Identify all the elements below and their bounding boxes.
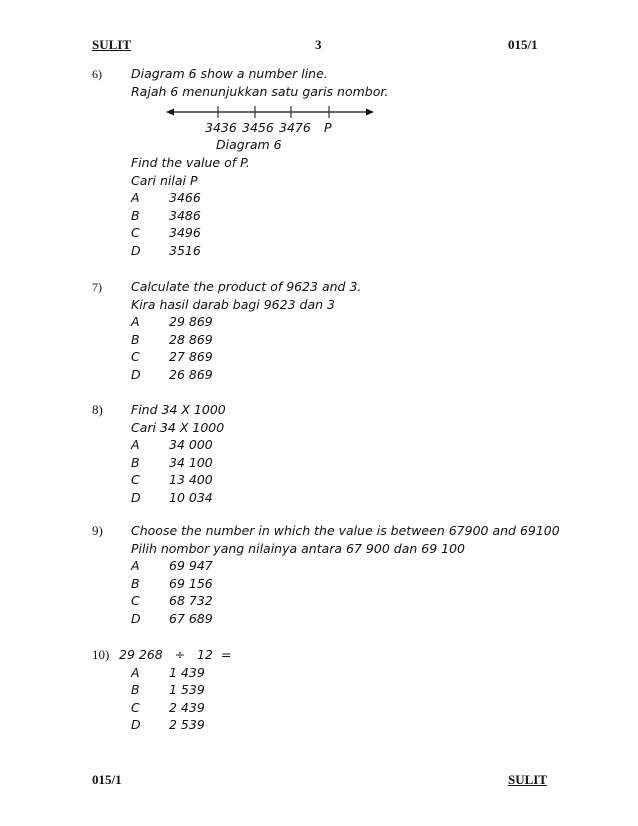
option-value: 68 732 [169, 593, 213, 609]
tick-label: 3456 [242, 120, 274, 135]
option-letter: C [131, 699, 140, 715]
option-value: 3516 [169, 242, 201, 258]
option-value: 27 869 [169, 349, 213, 365]
header-right: 015/1 [508, 37, 538, 52]
option-b[interactable] [92, 207, 612, 225]
question-text-en: Find 34 X 1000 [131, 402, 226, 417]
question-text-en: Find the value of P. [131, 155, 250, 170]
option-letter: C [131, 225, 140, 241]
page-number: 3 [315, 37, 322, 52]
option-value: 69 947 [169, 558, 213, 574]
option-value: 34 000 [169, 437, 213, 453]
option-d[interactable] [92, 242, 612, 260]
option-c[interactable] [92, 224, 612, 242]
option-value: 10 034 [169, 489, 213, 505]
option-value: 2 539 [169, 717, 205, 733]
footer-left: 015/1 [92, 772, 122, 787]
option-b[interactable] [92, 681, 612, 699]
option-d[interactable] [92, 716, 612, 734]
option-a[interactable] [92, 313, 612, 331]
question-6 [92, 65, 612, 100]
question-number: 8) [92, 402, 103, 417]
question-number: 10) [92, 647, 110, 662]
option-letter: C [131, 593, 140, 609]
option-letter: C [131, 472, 140, 488]
option-value: 3486 [169, 207, 201, 223]
question-number: 6) [92, 67, 102, 81]
question-text-ms: Pilih nombor yang nilainya antara 67 900 dan 69 100 [131, 540, 465, 556]
option-letter: A [131, 190, 140, 206]
option-value: 3466 [169, 190, 201, 206]
question-text-ms: Rajah 6 menunjukkan satu garis nombor. [131, 83, 389, 99]
footer-right: SULIT [508, 772, 548, 787]
option-b[interactable] [92, 331, 612, 349]
option-value: 26 869 [169, 366, 213, 382]
option-value: 34 100 [169, 454, 213, 470]
option-letter: A [131, 437, 140, 453]
option-value: 69 156 [169, 575, 213, 591]
option-letter: D [131, 242, 141, 258]
question-text-en: Choose the number in which the value is between 67900 and 69100 [131, 523, 560, 538]
tick-label: 3476 [279, 120, 311, 135]
option-c[interactable] [92, 592, 612, 610]
option-value: 3496 [169, 225, 201, 241]
option-letter: D [131, 489, 141, 505]
option-value: 1 539 [169, 682, 205, 698]
question-text-en: Calculate the product of 9623 and 3. [131, 279, 362, 294]
question-number: 9) [92, 523, 103, 538]
question-9 [92, 522, 612, 628]
option-b[interactable] [92, 454, 612, 472]
option-d[interactable] [92, 489, 612, 507]
question-7 [92, 278, 612, 384]
option-a[interactable] [92, 664, 612, 682]
question-text-ms: Kira hasil darab bagi 9623 dan 3 [131, 296, 335, 312]
option-a[interactable] [92, 189, 612, 207]
option-b[interactable] [92, 575, 612, 593]
header-left: SULIT [92, 37, 132, 52]
option-value: 67 689 [169, 610, 213, 626]
option-letter: B [131, 682, 140, 698]
tick-label: 3436 [205, 120, 237, 135]
diagram-caption: Diagram 6 [216, 137, 282, 152]
option-value: 13 400 [169, 472, 213, 488]
question-6-continued [92, 154, 612, 260]
right-arrow-icon [366, 109, 374, 116]
option-d[interactable] [92, 610, 612, 628]
option-a[interactable] [92, 557, 612, 575]
option-value: 2 439 [169, 699, 205, 715]
question-10 [92, 646, 612, 734]
option-value: 29 869 [169, 314, 213, 330]
option-letter: D [131, 610, 141, 626]
option-letter: B [131, 575, 140, 591]
question-number: 7) [92, 280, 102, 294]
question-8 [92, 401, 612, 507]
question-text-en: Diagram 6 show a number line. [131, 66, 328, 81]
option-letter: D [131, 366, 141, 382]
question-text: 29 268 ÷ 12 = [119, 647, 232, 662]
option-letter: B [131, 454, 140, 470]
option-letter: B [131, 331, 140, 347]
tick-label: P [324, 120, 332, 135]
option-letter: A [131, 664, 140, 680]
option-letter: B [131, 207, 140, 223]
option-a[interactable] [92, 436, 612, 454]
option-letter: C [131, 349, 140, 365]
option-d[interactable] [92, 366, 612, 384]
option-c[interactable] [92, 471, 612, 489]
option-letter: A [131, 314, 140, 330]
option-c[interactable] [92, 699, 612, 717]
question-text-ms: Cari nilai P [131, 172, 198, 188]
option-letter: D [131, 717, 141, 733]
option-value: 28 869 [169, 331, 213, 347]
question-text-ms: Cari 34 X 1000 [131, 419, 225, 435]
left-arrow-icon [166, 109, 174, 116]
option-c[interactable] [92, 348, 612, 366]
option-value: 1 439 [169, 664, 205, 680]
option-letter: A [131, 558, 140, 574]
